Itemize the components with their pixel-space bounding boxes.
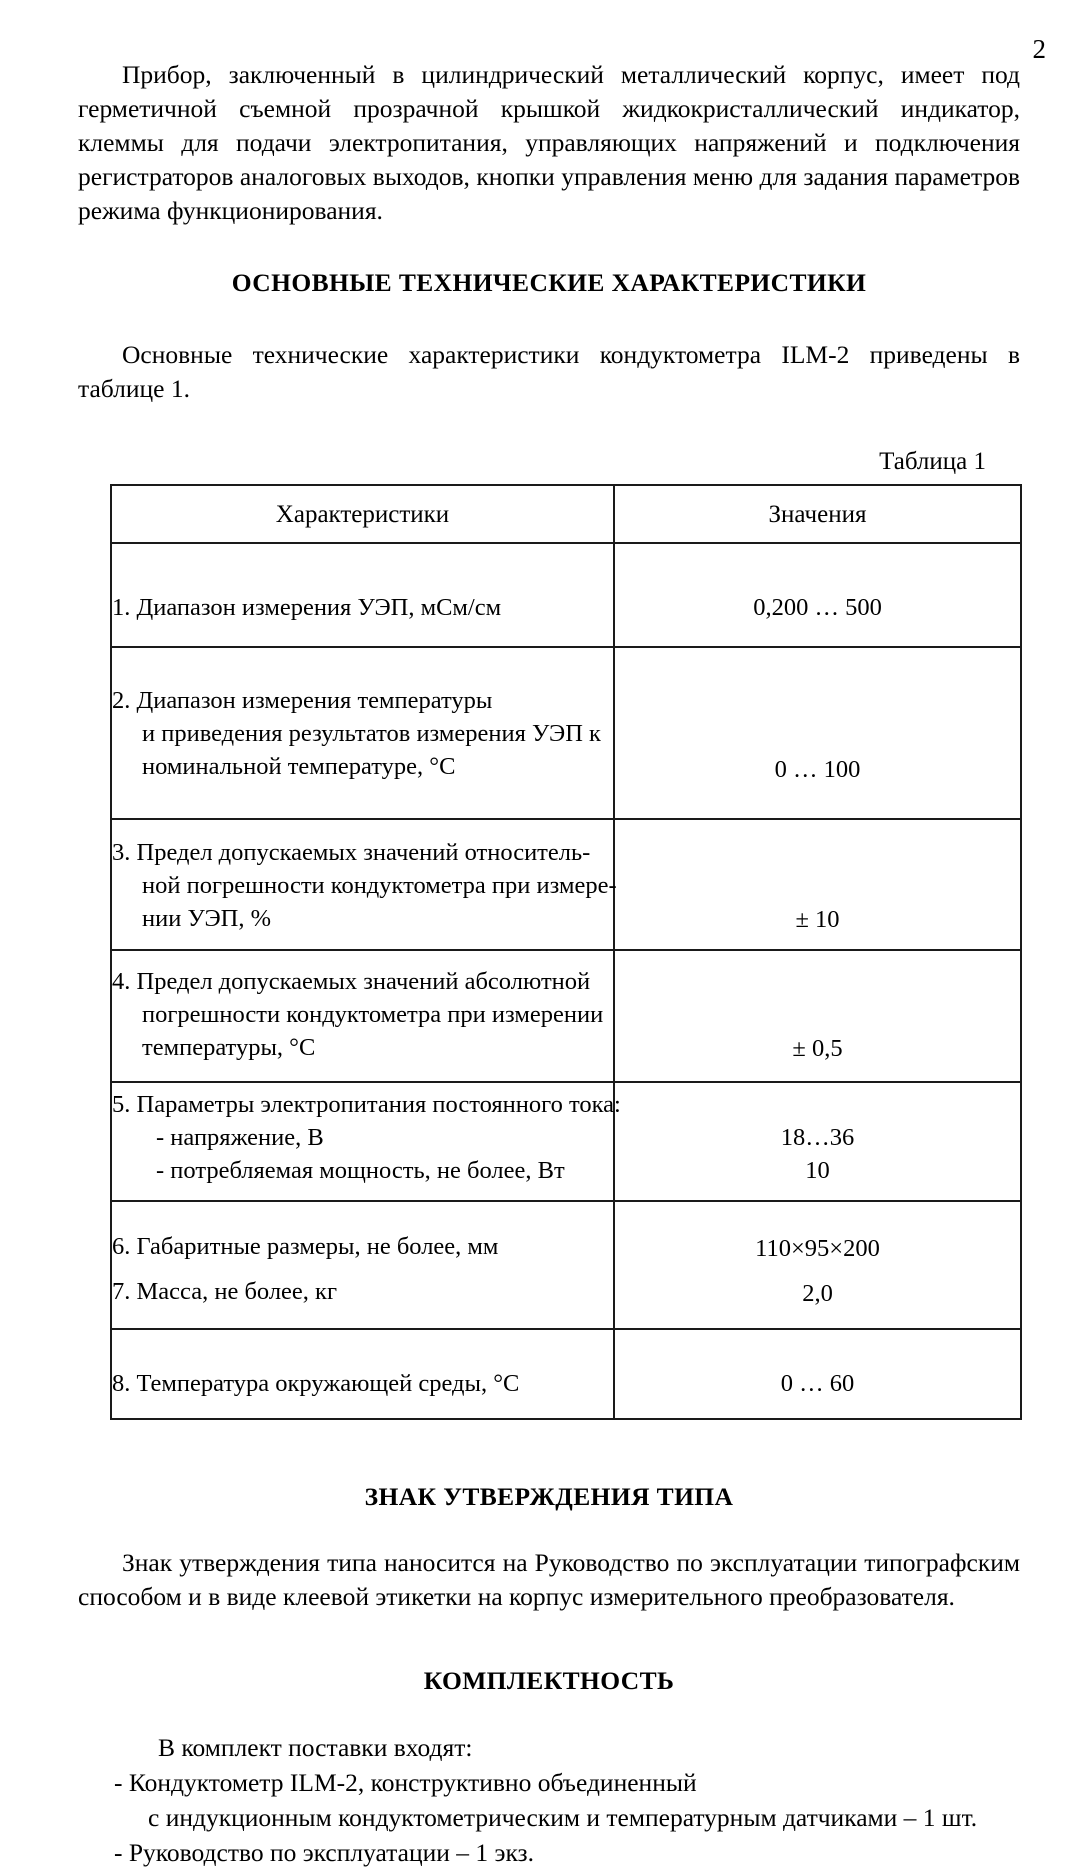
value-line: ± 0,5 bbox=[792, 1035, 843, 1062]
value-line: 2,0 bbox=[802, 1280, 833, 1307]
row-characteristic bbox=[111, 647, 614, 819]
list-item: с индукционным кондуктометрическим и температурным датчиками – 1 шт. bbox=[148, 1803, 978, 1832]
row-value bbox=[614, 647, 1021, 819]
row-line: 2. Диапазон измерения температуры bbox=[112, 687, 493, 714]
row-line: 4. Предел допускаемых значений абсолютной bbox=[112, 968, 591, 995]
specs-heading: ОСНОВНЫЕ ТЕХНИЧЕСКИЕ ХАРАКТЕРИСТИКИ bbox=[231, 268, 867, 297]
row-characteristic bbox=[111, 950, 614, 1082]
row-value bbox=[614, 819, 1021, 950]
list-item: - Кондуктометр ILM-2, конструктивно объединенный bbox=[114, 1768, 697, 1797]
specs-table bbox=[110, 484, 1022, 1420]
row-value bbox=[614, 1329, 1021, 1419]
row-characteristic bbox=[111, 1082, 621, 1201]
row-characteristic bbox=[111, 819, 617, 950]
row-line: нии УЭП, % bbox=[142, 905, 272, 932]
row-line: - напряжение, В bbox=[156, 1124, 324, 1151]
row-characteristic bbox=[111, 1201, 614, 1329]
table-header-row bbox=[111, 485, 1021, 543]
table-row bbox=[111, 1201, 1021, 1329]
column-header-characteristics: Характеристики bbox=[111, 485, 614, 543]
page-number: 2 bbox=[1032, 34, 1046, 64]
row-value bbox=[614, 950, 1021, 1082]
row-line: номинальной температуре, °С bbox=[142, 753, 456, 780]
table-row bbox=[111, 1082, 1021, 1201]
value-line: 0 … 60 bbox=[780, 1370, 855, 1397]
list-item: - Руководство по эксплуатации – 1 экз. bbox=[114, 1838, 534, 1867]
kit-heading: КОМПЛЕКТНОСТЬ bbox=[423, 1666, 675, 1695]
table-row bbox=[111, 647, 1021, 819]
row-line: 3. Предел допускаемых значений относитель- bbox=[112, 839, 591, 866]
table-row bbox=[111, 543, 1021, 647]
row-value bbox=[614, 543, 1021, 647]
value-line: ± 10 bbox=[795, 906, 840, 933]
row-line: погрешности кондуктометра при измерении bbox=[142, 1001, 604, 1028]
intro-paragraph: Прибор, заключенный в цилиндрический металлический корпус, имеет под герметичной съемной прозрачной крышкой жидкокристаллический индикатор, клеммы для подачи электропитания, управляющих напряжений и подключения регистраторов аналоговых выходов, кнопки управления меню для задания параметров режима функционирования. bbox=[78, 60, 1020, 225]
value-line: 110×95×200 bbox=[755, 1235, 880, 1262]
approval-heading: ЗНАК УТВЕРЖДЕНИЯ ТИПА bbox=[364, 1482, 734, 1511]
row-line: температуры, °С bbox=[142, 1034, 316, 1061]
value-line: 10 bbox=[805, 1157, 830, 1184]
approval-paragraph: Знак утверждения типа наносится на Руководство по эксплуатации типографским способом и в виде клеевой этикетки на корпус измерительного преобразователя. bbox=[78, 1548, 1020, 1611]
row-line: 8. Температура окружающей среды, °С bbox=[112, 1370, 520, 1397]
table-caption: Таблица 1 bbox=[879, 448, 986, 475]
table-row bbox=[111, 1329, 1021, 1419]
row-line: 5. Параметры электропитания постоянного тока: bbox=[112, 1091, 621, 1118]
row-line: 1. Диапазон измерения УЭП, мСм/см bbox=[112, 594, 502, 621]
row-line: ной погрешности кондуктометра при измере- bbox=[142, 872, 617, 899]
value-line: 0 … 100 bbox=[774, 756, 861, 783]
column-header-values: Значения bbox=[614, 485, 1021, 543]
row-line: и приведения результатов измерения УЭП к bbox=[142, 720, 601, 747]
row-value bbox=[614, 1201, 1021, 1329]
row-characteristic bbox=[111, 543, 614, 647]
value-line: 0,200 … 500 bbox=[753, 594, 882, 621]
specs-lead-paragraph: Основные технические характеристики кондуктометра ILM-2 приведены в таблице 1. bbox=[78, 340, 1020, 403]
kit-list bbox=[78, 1696, 1020, 1870]
row-value bbox=[614, 1082, 1021, 1201]
table-row bbox=[111, 819, 1021, 950]
row-characteristic bbox=[111, 1329, 614, 1419]
specs-table-body bbox=[111, 543, 1021, 1419]
row-line: - потребляемая мощность, не более, Вт bbox=[156, 1157, 565, 1184]
row-line: 6. Габаритные размеры, не более, мм bbox=[112, 1233, 499, 1260]
kit-intro-line: В комплект поставки входят: bbox=[158, 1733, 473, 1762]
value-line: 18…36 bbox=[780, 1124, 855, 1151]
table-row bbox=[111, 950, 1021, 1082]
row-line: 7. Масса, не более, кг bbox=[112, 1278, 338, 1305]
specs-table-head bbox=[111, 485, 1021, 543]
